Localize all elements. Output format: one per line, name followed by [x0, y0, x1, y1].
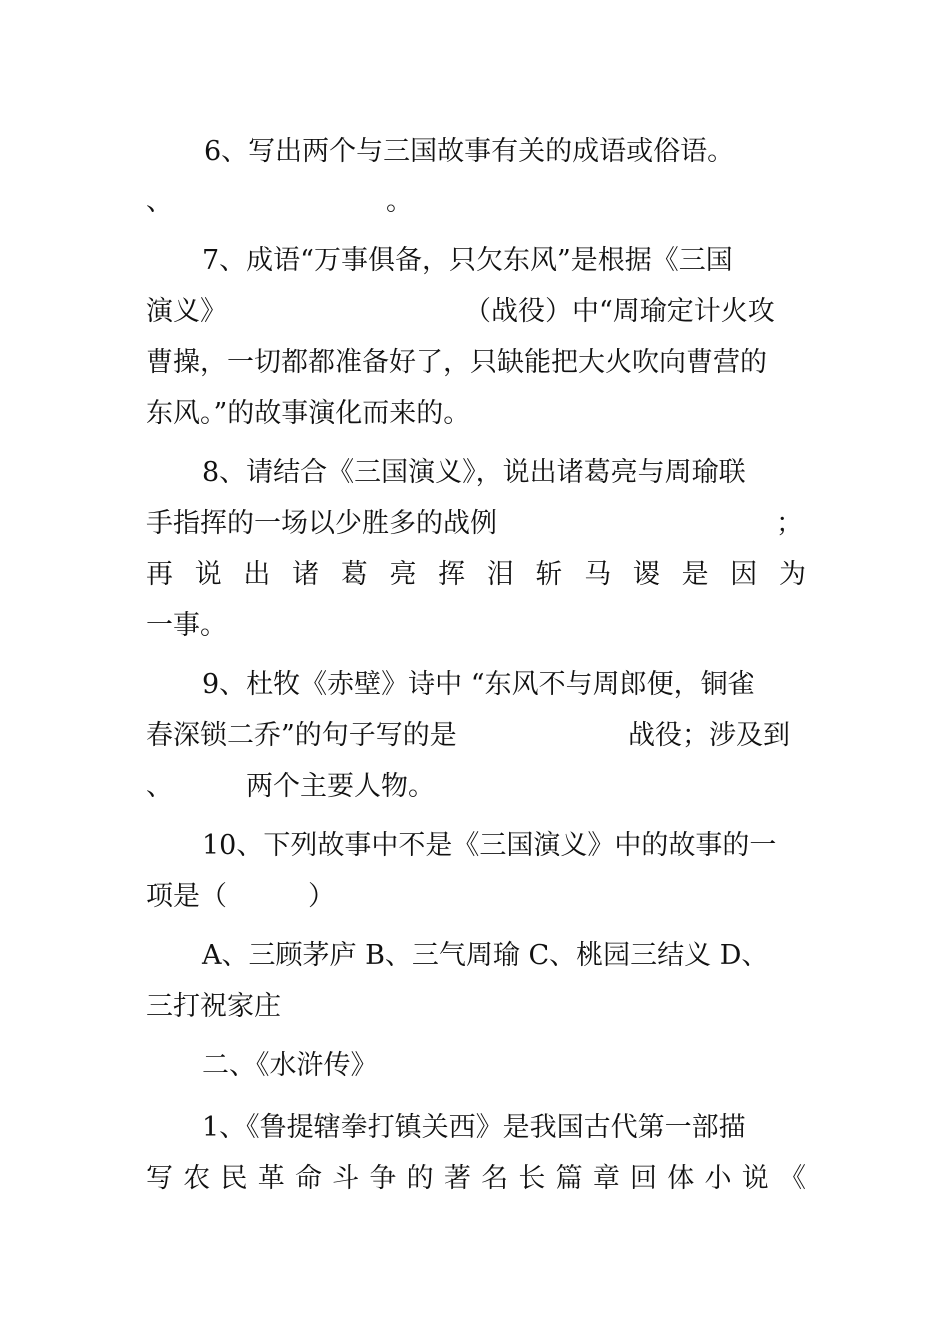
q9-line-1: 9、杜牧《赤壁》诗中 “东风不与周郎便，铜雀	[202, 669, 755, 700]
s2q1-char: 争	[369, 1163, 397, 1194]
q8-line-2	[146, 504, 806, 544]
q8-char: 再	[146, 559, 173, 590]
s2q1-char: 说	[741, 1163, 769, 1194]
s2q1-char: 斗	[332, 1163, 360, 1194]
q8-char: 马	[584, 559, 612, 590]
s2q1-char: 革	[257, 1163, 285, 1194]
q9-separator: 、	[146, 771, 173, 802]
q8-char: 诸	[292, 559, 320, 590]
q10-options: A、三顾茅庐 B、三气周瑜 C、桃园三结义 D、	[202, 940, 769, 971]
s2q1-char: 民	[220, 1163, 248, 1194]
q6-line-1: 6、写出两个与三国故事有关的成语或俗语。	[204, 136, 735, 167]
q9-line-3-end: 两个主要人物。	[246, 771, 435, 802]
s2q1-char: 写	[146, 1163, 173, 1194]
section-heading: 二、《水浒传》	[202, 1050, 378, 1081]
q8-char: 亮	[389, 559, 417, 590]
q7-line-2	[146, 292, 806, 332]
q8-char: 葛	[340, 559, 368, 590]
q8-char: 斩	[535, 559, 563, 590]
q8-char: 是	[681, 559, 709, 590]
q6-end-mark: 。	[386, 186, 413, 217]
q7-line-2-start: 演义》	[146, 296, 227, 327]
s2q1-line-2	[146, 1159, 806, 1199]
q8-line-2-end: ；	[776, 508, 803, 539]
q8-char: 泪	[486, 559, 514, 590]
q10-options-continued: 三打祝家庄	[146, 991, 281, 1022]
s2q1-char: 体	[667, 1163, 695, 1194]
s2q1-char: 著	[443, 1163, 471, 1194]
q9-line-2-end: 战役；涉及到	[628, 720, 790, 751]
s2q1-char: 篇	[555, 1163, 583, 1194]
q8-char: 因	[730, 559, 758, 590]
s2q1-char: 的	[406, 1163, 434, 1194]
q6-answer-line	[146, 182, 806, 222]
s2q1-line-1: 1、《鲁提辖拳打镇关西》是我国古代第一部描	[202, 1112, 746, 1143]
q8-line-4: 一事。	[146, 610, 227, 641]
q7-line-4: 东风。”的故事演化而来的。	[146, 398, 471, 429]
s2q1-char: 命	[294, 1163, 322, 1194]
q8-char: 谡	[632, 559, 660, 590]
q8-line-3	[146, 555, 806, 595]
s2q1-char: 章	[592, 1163, 620, 1194]
s2q1-char: 小	[704, 1163, 732, 1194]
q8-char: 为	[778, 559, 806, 590]
q9-line-2-start: 春深锁二乔”的句子写的是	[146, 720, 457, 751]
q9-line-2	[146, 716, 806, 756]
q7-line-3: 曹操，一切都都准备好了，只缺能把大火吹向曹营的	[146, 347, 767, 378]
s2q1-char: 长	[518, 1163, 546, 1194]
q8-char: 说	[194, 559, 222, 590]
q10-line-2: 项是（ ）	[146, 881, 335, 912]
q8-line-1: 8、请结合《三国演义》，说出诸葛亮与周瑜联	[202, 457, 746, 488]
s2q1-char: 名	[481, 1163, 509, 1194]
q7-line-2-end: （战役）中“周瑜定计火攻	[464, 296, 775, 327]
q10-line-1: 10、下列故事中不是《三国演义》中的故事的一	[202, 830, 777, 861]
s2q1-char: 农	[183, 1163, 211, 1194]
q8-char: 出	[243, 559, 271, 590]
q8-line-2-start: 手指挥的一场以少胜多的战例	[146, 508, 497, 539]
q6-separator: 、	[146, 186, 173, 217]
q9-line-3	[146, 767, 806, 807]
s2q1-char: 《	[778, 1163, 806, 1194]
s2q1-char: 回	[630, 1163, 658, 1194]
q7-line-1: 7、成语“万事俱备，只欠东风”是根据《三国	[202, 245, 733, 276]
q8-char: 挥	[438, 559, 466, 590]
